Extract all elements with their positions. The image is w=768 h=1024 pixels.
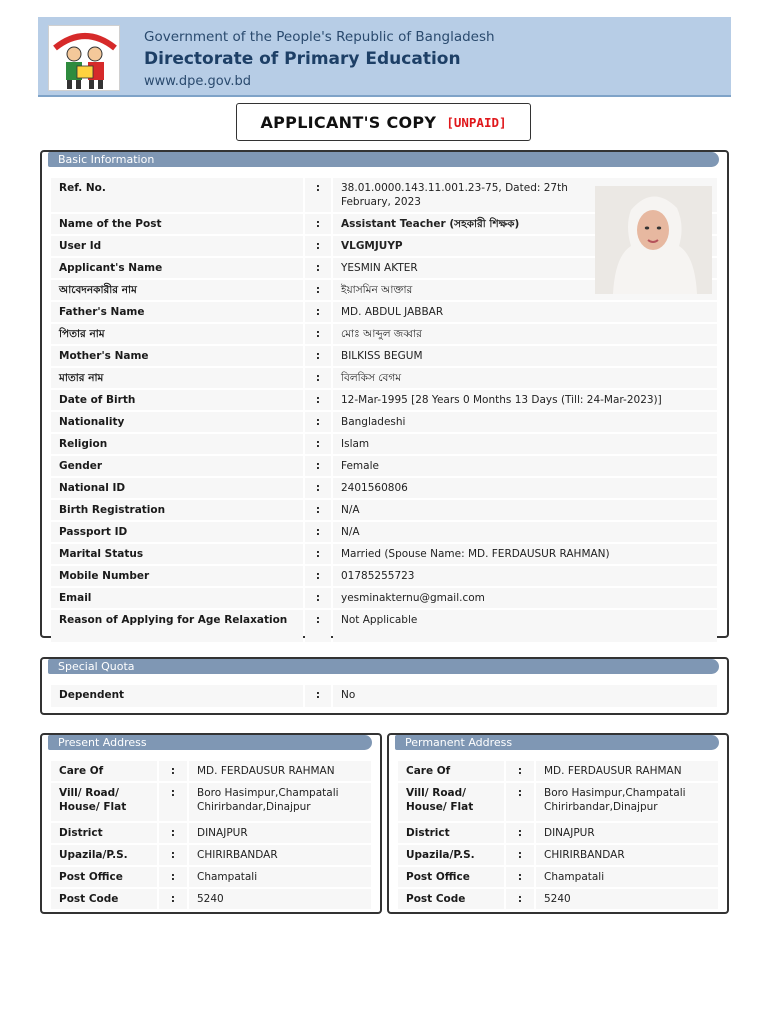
- field-label: Care Of: [51, 761, 157, 781]
- section-heading: Permanent Address: [395, 735, 719, 750]
- table-row: [51, 456, 717, 476]
- field-value: N/A: [333, 500, 717, 520]
- field-separator: :: [506, 823, 534, 843]
- field-value: DINAJPUR: [536, 823, 718, 843]
- field-separator: :: [305, 500, 331, 520]
- table-row: [51, 522, 717, 542]
- field-value: 12-Mar-1995 [28 Years 0 Months 13 Days (Till: 24-Mar-2023)]: [333, 390, 717, 410]
- field-label: Marital Status: [51, 544, 303, 564]
- field-label: Mother's Name: [51, 346, 303, 366]
- field-separator: :: [159, 845, 187, 865]
- field-value: YESMIN AKTER: [333, 258, 717, 278]
- field-separator: :: [305, 522, 331, 542]
- table-row: [398, 823, 718, 843]
- present-address-table: [49, 759, 373, 911]
- table-row: [51, 889, 371, 909]
- field-separator: :: [159, 889, 187, 909]
- field-value: মোঃ আব্দুল জব্বার: [333, 324, 717, 344]
- field-separator: :: [506, 761, 534, 781]
- website-link[interactable]: www.dpe.gov.bd: [144, 74, 251, 89]
- field-separator: :: [506, 845, 534, 865]
- table-row: [51, 346, 717, 366]
- field-label: Father's Name: [51, 302, 303, 322]
- table-row: [51, 823, 371, 843]
- section-heading: Present Address: [48, 735, 372, 750]
- field-separator: :: [305, 610, 331, 642]
- table-row: [51, 845, 371, 865]
- field-label: Nationality: [51, 412, 303, 432]
- table-row: [51, 610, 717, 642]
- field-value: MD. FERDAUSUR RAHMAN: [189, 761, 371, 781]
- field-label: Name of the Post: [51, 214, 303, 234]
- field-label: Date of Birth: [51, 390, 303, 410]
- field-value: Female: [333, 456, 717, 476]
- field-value: Married (Spouse Name: MD. FERDAUSUR RAHMAN): [333, 544, 717, 564]
- field-separator: :: [305, 280, 331, 300]
- table-row: [398, 889, 718, 909]
- field-separator: :: [305, 236, 331, 256]
- field-value: 5240: [536, 889, 718, 909]
- field-separator: :: [305, 258, 331, 278]
- table-row: [51, 434, 717, 454]
- field-label: National ID: [51, 478, 303, 498]
- field-value: MD. ABDUL JABBAR: [333, 302, 717, 322]
- field-label: Vill/ Road/ House/ Flat: [398, 783, 504, 821]
- table-row: [51, 324, 717, 344]
- field-label: Vill/ Road/ House/ Flat: [51, 783, 157, 821]
- field-separator: :: [159, 783, 187, 821]
- field-separator: :: [159, 761, 187, 781]
- table-row: [51, 685, 717, 707]
- field-value: 2401560806: [333, 478, 717, 498]
- table-row: [51, 544, 717, 564]
- field-label: পিতার নাম: [51, 324, 303, 344]
- field-label: Care Of: [398, 761, 504, 781]
- directorate-name: Directorate of Primary Education: [144, 49, 461, 69]
- field-label: Passport ID: [51, 522, 303, 542]
- field-label: Applicant's Name: [51, 258, 303, 278]
- document-title-box: [236, 103, 531, 141]
- page-header: [38, 17, 731, 97]
- field-label: District: [51, 823, 157, 843]
- field-value: MD. FERDAUSUR RAHMAN: [536, 761, 718, 781]
- table-row: [398, 783, 718, 821]
- special-quota-table: [49, 683, 719, 709]
- field-separator: :: [305, 324, 331, 344]
- field-separator: :: [305, 302, 331, 322]
- dpe-logo-icon: [48, 25, 120, 91]
- field-separator: :: [305, 478, 331, 498]
- field-label: আবেদনকারীর নাম: [51, 280, 303, 300]
- field-separator: :: [305, 214, 331, 234]
- table-row: [51, 302, 717, 322]
- field-label: Reason of Applying for Age Relaxation: [51, 610, 303, 642]
- section-heading: Basic Information: [48, 152, 719, 167]
- field-value: Champatali: [189, 867, 371, 887]
- field-value: 5240: [189, 889, 371, 909]
- field-value: Boro Hasimpur,Champatali Chirirbandar,Dinajpur: [189, 783, 371, 821]
- field-label: Post Office: [51, 867, 157, 887]
- field-separator: :: [506, 867, 534, 887]
- field-separator: :: [305, 544, 331, 564]
- field-value: Bangladeshi: [333, 412, 717, 432]
- field-separator: :: [305, 346, 331, 366]
- field-separator: :: [159, 867, 187, 887]
- field-label: Email: [51, 588, 303, 608]
- field-separator: :: [305, 178, 331, 212]
- table-row: [51, 478, 717, 498]
- field-value: বিলকিস বেগম: [333, 368, 717, 388]
- field-value: 38.01.0000.143.11.001.23-75, Dated: 27th February, 2023: [333, 178, 717, 212]
- table-row: [51, 588, 717, 608]
- payment-status-badge: [UNPAID]: [446, 114, 507, 130]
- field-value: Assistant Teacher (সহকারী শিক্ষক): [333, 214, 717, 234]
- field-separator: :: [305, 685, 331, 707]
- field-label: Birth Registration: [51, 500, 303, 520]
- field-separator: :: [506, 783, 534, 821]
- field-label: User Id: [51, 236, 303, 256]
- field-value: CHIRIRBANDAR: [536, 845, 718, 865]
- field-label: District: [398, 823, 504, 843]
- table-row: [51, 867, 371, 887]
- field-label: Ref. No.: [51, 178, 303, 212]
- field-separator: :: [305, 434, 331, 454]
- field-label: Post Code: [398, 889, 504, 909]
- field-value: Champatali: [536, 867, 718, 887]
- field-value: BILKISS BEGUM: [333, 346, 717, 366]
- table-row: [51, 783, 371, 821]
- field-value: 01785255723: [333, 566, 717, 586]
- field-separator: :: [305, 566, 331, 586]
- field-value: ইয়াসমিন আক্তার: [333, 280, 717, 300]
- document-title: APPLICANT'S COPY: [260, 112, 437, 132]
- field-label: Religion: [51, 434, 303, 454]
- field-value: VLGMJUYP: [333, 236, 717, 256]
- field-value: CHIRIRBANDAR: [189, 845, 371, 865]
- table-row: [398, 761, 718, 781]
- field-label: মাতার নাম: [51, 368, 303, 388]
- section-heading: Special Quota: [48, 659, 719, 674]
- table-row: [51, 368, 717, 388]
- field-label: Dependent: [51, 685, 303, 707]
- field-label: Post Code: [51, 889, 157, 909]
- field-separator: :: [305, 412, 331, 432]
- field-value: Boro Hasimpur,Champatali Chirirbandar,Dinajpur: [536, 783, 718, 821]
- field-separator: :: [305, 588, 331, 608]
- table-row: [398, 845, 718, 865]
- table-row: [51, 500, 717, 520]
- field-value: DINAJPUR: [189, 823, 371, 843]
- field-value: Islam: [333, 434, 717, 454]
- field-label: Gender: [51, 456, 303, 476]
- field-label: Upazila/P.S.: [51, 845, 157, 865]
- table-row: [51, 761, 371, 781]
- table-row: [398, 867, 718, 887]
- field-separator: :: [159, 823, 187, 843]
- field-label: Mobile Number: [51, 566, 303, 586]
- table-row: [51, 566, 717, 586]
- table-row: [51, 412, 717, 432]
- field-separator: :: [506, 889, 534, 909]
- permanent-address-table: [396, 759, 720, 911]
- field-value: yesminakternu@gmail.com: [333, 588, 717, 608]
- field-label: Post Office: [398, 867, 504, 887]
- field-separator: :: [305, 456, 331, 476]
- applicant-photo: [595, 186, 712, 294]
- table-row: [51, 390, 717, 410]
- field-value: Not Applicable: [333, 610, 717, 642]
- field-separator: :: [305, 368, 331, 388]
- field-value: No: [333, 685, 717, 707]
- government-name: Government of the People's Republic of Bangladesh: [144, 29, 495, 45]
- field-value: N/A: [333, 522, 717, 542]
- field-label: Upazila/P.S.: [398, 845, 504, 865]
- field-separator: :: [305, 390, 331, 410]
